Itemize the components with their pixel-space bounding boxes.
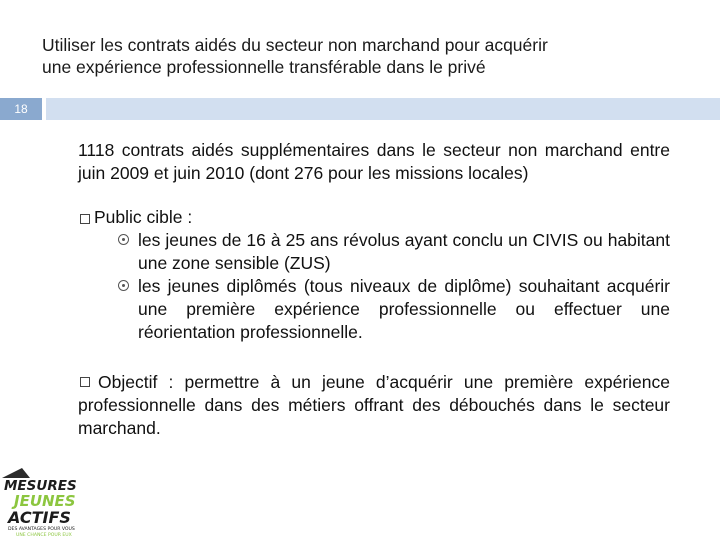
list-item [94,275,670,344]
mesures-jeunes-actifs-logo [0,466,84,540]
slide-number: 18 [0,98,42,120]
slide-title [42,34,692,78]
circle-bullet-icon [118,280,129,291]
list-item-text: les jeunes diplômés (tous niveaux de diplôme) souhaitant acquérir une première expérience professionnelle ou effectuer une réorientation professionnelle. [138,276,670,342]
circle-bullet-icon [118,234,129,245]
svg-text:DES AVANTAGES POUR VOUS: DES AVANTAGES POUR VOUS [8,527,75,532]
list-item-text: les jeunes de 16 à 25 ans révolus ayant conclu un CIVIS ou habitant une zone sensible (ZUS) [138,230,670,273]
square-bullet-icon [80,214,90,224]
header-band [46,98,720,120]
square-bullet-icon [80,377,90,387]
list-item [94,229,670,275]
public-section [78,206,670,344]
slide-title-line-1: Utiliser les contrats aidés du secteur non marchand pour acquérir [42,35,548,55]
slide-content [78,139,670,440]
objective-text: Objectif : permettre à un jeune d’acquérir une première expérience professionnelle dans des métiers offrant des débouchés dans le secteur marchand. [78,372,670,438]
public-label: Public cible : [94,207,193,227]
svg-text:MESURES: MESURES [4,478,77,494]
svg-text:UNE CHANCE POUR EUX: UNE CHANCE POUR EUX [16,533,72,538]
intro-paragraph: 1118 contrats aidés supplémentaires dans le secteur non marchand entre juin 2009 et juin 2010 (dont 276 pour les missions locales) [78,140,670,183]
objective-paragraph [78,371,670,440]
svg-text:ACTIFS: ACTIFS [8,508,71,527]
slide-title-line-2: une expérience professionnelle transférable dans le privé [42,57,486,77]
svg-text:JEUNES: JEUNES [14,492,76,510]
